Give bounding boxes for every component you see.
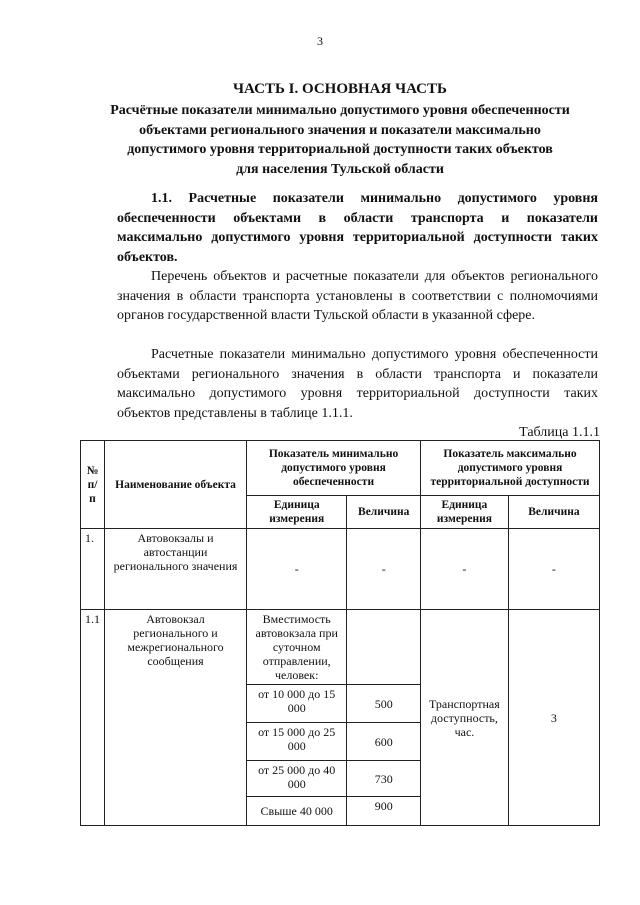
range-label: от 15 000 до 25 000 [247,723,347,761]
indicators-table [80,440,600,826]
paragraph-2: Расчетные показатели минимально допустимого уровня обеспеченности объектами регионального значения в области транспорта и показатели максимально допустимого уровня территориальной доступности таких объектов представлены в таблице 1.1.1. [117,347,598,421]
header-unit: Единица измерения [247,496,347,529]
subtitle-line-2: объектами регионального значения и показатели максимально [139,122,541,138]
table-caption: Таблица 1.1.1 [519,425,600,440]
row1-num: 1. [81,529,105,610]
row2-name: Автовокзал регионального и межрегионального сообщения [105,610,247,826]
range-label: Свыше 40 000 [247,797,347,826]
header-unit-2: Единица измерения [421,496,509,529]
header-value: Величина [347,496,421,529]
header-name: Наименование объекта [105,441,247,529]
row2-capacity-label: Вместимость автовокзала при суточном отправлении, человек: [247,610,347,685]
row1-min-value: - [347,529,421,610]
header-num: № п/п [81,441,105,529]
range-label: от 10 000 до 15 000 [247,685,347,723]
table-header-row [81,441,600,496]
row2-num: 1.1 [81,610,105,826]
header-min-group: Показатель минимально допустимого уровня обеспеченности [247,441,421,496]
row2-max-value: 3 [508,610,599,826]
range-value: 900 [347,797,421,826]
table-row [81,610,600,685]
row1-min-unit: - [247,529,347,610]
row2-capacity-empty [347,610,421,685]
section-heading: 1.1. Расчетные показатели минимально допустимого уровня обеспеченности объектами в области транспорта и показатели максимально допустимого уровня территориальной доступности таких объектов. [117,191,598,265]
subtitle-line-1: Расчётные показатели минимально допустимого уровня обеспеченности [110,103,570,118]
row2-max-unit: Транспортная доступность, час. [421,610,509,826]
row1-max-value: - [508,529,599,610]
subtitle-line-3: допустимого уровня территориальной доступности таких объектов [127,142,553,157]
range-value: 500 [347,685,421,723]
paragraph-1: Перечень объектов и расчетные показатели для объектов регионального значения в области транспорта установлены в соответствии с полномочиями органов государственной власти Тульской области в указанной сфере. [117,269,598,323]
row1-name: Автовокзалы и автостанции регионального значения [105,529,247,610]
subtitle-line-4: для населения Тульской области [236,161,444,177]
page-number: 3 [317,34,323,48]
row1-max-unit: - [421,529,509,610]
range-value: 730 [347,761,421,797]
range-label: от 25 000 до 40 000 [247,761,347,797]
header-max-group: Показатель максимально допустимого уровня территориальной доступности [421,441,600,496]
range-value: 600 [347,723,421,761]
header-value-2: Величина [508,496,599,529]
part-title: ЧАСТЬ I. ОСНОВНАЯ ЧАСТЬ [233,81,447,97]
table-row [81,529,600,610]
